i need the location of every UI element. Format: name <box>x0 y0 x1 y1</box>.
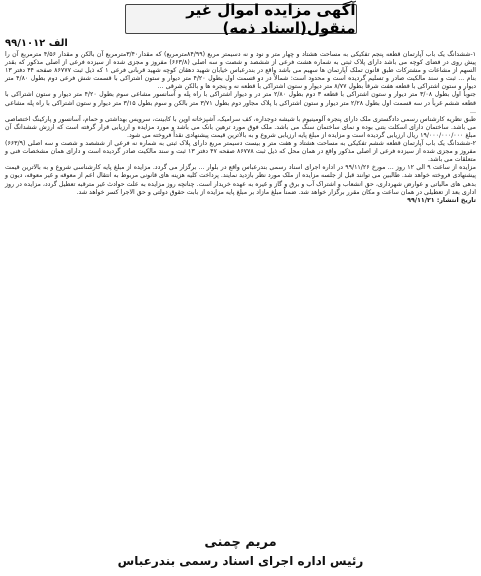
notice-paragraph: ۱-ششدانگ یک باب آپارتمان قطعه پنجم تفکیکی به مساحت هشتاد و چهار متر و نود و نه دسیمتر مربع (۸۴/۹۹مترمربع) که مقدار۳/۴۰مترمربع آن بالکن و مقدار ۴/۵۶ مترمربع آن را پیش روی در فضای کوچه می باشد دارای پلاک ثبتی به شماره هشت فرعی از ششصد و شصت و سه اصلی (۶۶۳/۸) مفروز و مجزی شده از سیزده فرعی از اصلی مذکور که بقدر السهم از مشاعات و مشترکات طبق قانون تملک آپارتمان ها سهیم می باشد واقع در بندرعباس خیابان شهید دهقان کوچه شهید قربانی فرعی ۱ که ذیل ثبت ۸۶۷۷۷ صفحه ۴۴ دفتر ۱۳ بنام ... ثبت و سند مالکیت صادر و تسلیم گردیده است و محدود است: شمالاً در دو قسمت اول بطول ۴/۲۰ متر دیوار و ستون اشتراکی با قسمت شش فرعی دوم بطول ۴/۸۰ متر دیوار و ستون اشتراکی با قطعه هفت شرقاً بطول ۸/۷۷ متر دیوار و ستون اشتراکی با قطعه نه و پنجره ها و بالکن شرقی ... <box>5 51 477 91</box>
reference-number: ۹۹/۱۰۱۲ الف <box>5 38 68 49</box>
notice-paragraph: مزایده از ساعت ۹ الی ۱۲ روز ... مورخ ۹۹/۱۱/۲۶ در اداره اجرای اسناد رسمی بندرعباس واقع در بلوار ... برگزار می گردد. مزایده از مبلغ پایه کارشناسی شروع و به بالاترین قیمت پیشنهادی فروخته خواهد شد. طالبین می توانند قبل از جلسه مزایده از ملک مورد نظر بازدید نمایند. پرداخت کلیه هزینه های قانونی مربوط به انتقال اعم از معوقه و غیر معوقه، دیون و بدهی های مالیاتی و عوارض شهرداری، حق انشعاب و اشتراک آب و برق و گاز و غیره به عهده خریدار است. چنانچه روز مزایده به علت حوادث غیر مترقبه تعطیل گردد، مزایده در روز اداری بعد از تعطیلی در همان ساعت و مکان مقرر برگزار خواهد شد. ضمناً مبلغ مازاد بر مبلغ پایه مزایده از بابت حقوق دولتی و حق الاجرا کسر خواهد شد. <box>5 164 476 196</box>
notice-body <box>5 51 476 205</box>
notice-paragraph: طبق نظریه کارشناس رسمی دادگستری ملک دارای پنجره آلومینیوم با شیشه دوجداره، کف سرامیک، آشپزخانه اوپن با کابینت، سرویس بهداشتی و حمام، آسانسور و پارکینگ اختصاصی می باشد. ساختمان دارای اسکلت بتنی بوده و نمای ساختمان سنگ می باشد. ملک فوق مورد ترهین بانک می باشد و مورد مزایده و ارزیابی قرار گرفته است که ارزش ششدانگ آن مبلغ ۱۹/۰۰۰/۰۰۰/۰۰۰ ریال ارزیابی گردیده است و مزایده از مبلغ پایه ارزیابی شروع و به بالاترین قیمت پیشنهادی نقداً فروخته می شود. <box>5 115 476 139</box>
notice-paragraph: ۲-ششدانگ یک باب آپارتمان قطعه ششم تفکیکی به مساحت هشتاد و هفت متر و بیست دسیمتر مربع دارای پلاک ثبتی به شماره نه فرعی از ششصد و شصت و سه اصلی (۶۶۳/۹) مفروز و مجزی شده از سیزده فرعی از اصلی مذکور واقع در همان محل که ذیل ثبت ۸۶۷۷۸ صفحه ۴۷ دفتر ۱۳ ثبت و سند مالکیت صادر گردیده است و دارای همان مشخصات فنی و متعلقات می باشد. <box>5 140 476 164</box>
notice-title: آگهی مزایده اموال غیر منقول(اسناد ذمه) <box>186 1 356 37</box>
publish-date-label: تاریخ انتشار: <box>436 196 476 204</box>
notice-title-banner <box>125 1 357 37</box>
signer-name: مریم چمنی <box>204 535 277 550</box>
signer-title: رئیس اداره اجرای اسناد رسمی بندرعباس <box>117 554 364 568</box>
signature-block <box>0 534 481 570</box>
publish-date-line <box>5 197 476 205</box>
publish-date: ۹۹/۱۱/۲۱ <box>407 196 435 204</box>
notice-paragraph: جنوباً اول بطول ۳/۰۸ متر دیوار و ستون اشتراکی با قطعه ۳ دوم بطول ۲/۸۰ متر در و دیوار اشتراکی با راه پله و آسانسور مشاعی سوم بطول ۴/۲۰ متر دیوار و ستون اشتراکی با قطعه ششم غرباً در سه قسمت اول بطول ۲/۲۸ متر دیوار و ستون اشتراکی با پلاک مجاور دوم بطول ۳/۷۱ متر بالکن و سوم بطول ۳/۱۵ متر دیوار و ستون اشتراکی با راه پله مشاعی ... <box>5 91 476 115</box>
